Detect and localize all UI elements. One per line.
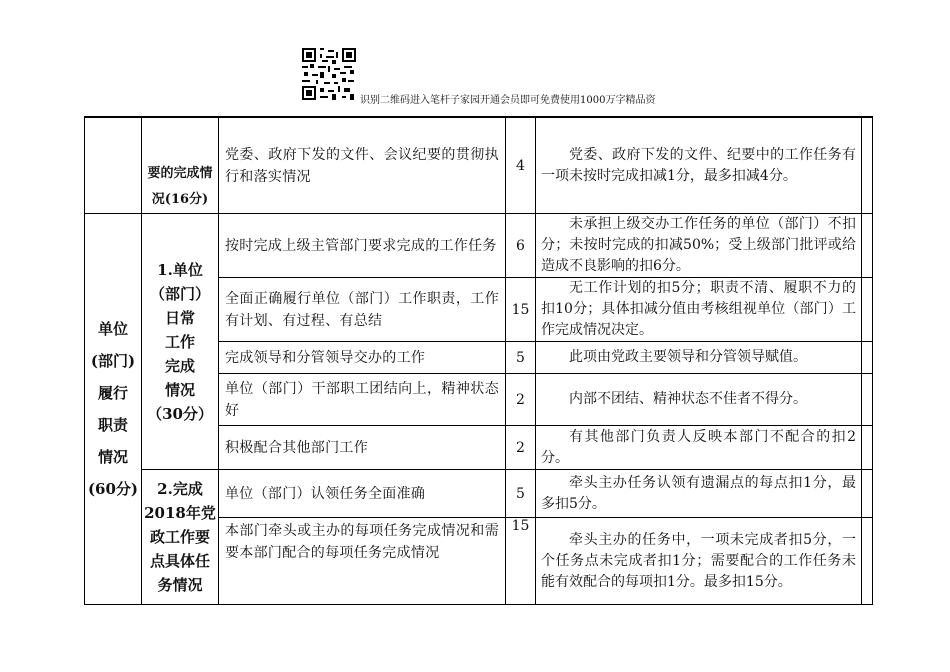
- item-cell: 本部门牵头或主办的每项任务完成情况和需要本部门配合的每项任务完成情况: [219, 518, 506, 605]
- qr-code-icon: [302, 48, 356, 100]
- score-cell: 5: [506, 470, 536, 518]
- blank-cell: [862, 118, 873, 214]
- item-cell: 完成领导和分管领导交办的工作: [219, 342, 506, 374]
- rule-text: 此项由党政主要领导和分管领导赋值。: [569, 349, 807, 365]
- rule-cell: [536, 470, 862, 518]
- subcategory-label: 要的完成情况(16分): [147, 166, 213, 207]
- group-label-line: 2.完成: [157, 480, 203, 498]
- rule-cell: [536, 278, 862, 342]
- score-cell: 4: [506, 118, 536, 214]
- blank-cell: [862, 278, 873, 342]
- section-label-line: 履行: [97, 384, 128, 402]
- group-label-line: 情况: [164, 380, 195, 399]
- item-cell: 全面正确履行单位（部门）工作职责，工作有计划、有过程、有总结: [219, 278, 506, 342]
- section-label-line: 单位: [97, 320, 128, 338]
- score-cell: 15: [506, 518, 536, 605]
- group-label-line: 务情况: [157, 576, 203, 594]
- table-row: [85, 214, 873, 278]
- item-cell: 党委、政府下发的文件、会议纪要的贯彻执行和落实情况: [219, 118, 506, 214]
- category-cell-empty: [85, 118, 142, 214]
- subcategory-cell: [142, 118, 219, 214]
- rule-text: 牵头主办的任务中，一项未完成者扣5分，一个任务点未完成者扣1分；需要配合的工作任务未能有效配合的每项扣1分。最多扣15分。: [541, 531, 856, 590]
- group-label-cell: [142, 214, 219, 470]
- group-label-line: 工作: [164, 332, 195, 351]
- group-label-line: （部门）: [149, 284, 210, 303]
- rule-cell: [536, 342, 862, 374]
- rule-text: 无工作计划的扣5分；职责不清、履职不力的扣10分；具体扣减分值由考核组视单位（部门）工作完成情况决定。: [541, 280, 856, 338]
- group-label-line: 政工作要: [149, 528, 210, 546]
- rule-cell: [536, 374, 862, 426]
- rule-cell: [536, 118, 862, 214]
- item-cell: 按时完成上级主管部门要求完成的工作任务: [219, 214, 506, 278]
- group-label-cell: [142, 470, 219, 605]
- item-cell: 单位（部门）干部职工团结向上，精神状态好: [219, 374, 506, 426]
- rule-text: 牵头主办任务认领有遗漏点的每点扣1分，最多扣5分。: [541, 474, 856, 512]
- blank-cell: [862, 518, 873, 605]
- score-cell: 15: [506, 278, 536, 342]
- blank-cell: [862, 426, 873, 470]
- rule-cell: [536, 426, 862, 470]
- table-row: [85, 118, 873, 214]
- section-label-cell: [85, 214, 142, 605]
- section-label-line: (60分): [87, 480, 139, 498]
- score-cell: 2: [506, 426, 536, 470]
- rule-text: 未承担上级交办工作任务的单位（部门）不扣分；未按时完成的扣减50%；受上级部门批评或给造成不良影响的扣6分。: [541, 216, 856, 274]
- rule-cell: [536, 518, 862, 605]
- promo-banner-text: 识别二维码进入笔杆子家园开通会员即可免费使用1000万字精品资: [360, 95, 656, 106]
- score-cell: 6: [506, 214, 536, 278]
- item-cell: 单位（部门）认领任务全面准确: [219, 470, 506, 518]
- group-label-line: 日常: [164, 308, 195, 327]
- rule-text: 党委、政府下发的文件、纪要中的工作任务有一项未按时完成扣减1分，最多扣减4分。: [541, 146, 856, 184]
- evaluation-table: [84, 117, 873, 605]
- section-label-line: (部门): [90, 352, 136, 370]
- group-label-line: 完成: [164, 356, 195, 375]
- blank-cell: [862, 342, 873, 374]
- blank-cell: [862, 374, 873, 426]
- blank-cell: [862, 470, 873, 518]
- group-label-line: 2018年党: [144, 504, 216, 522]
- rule-text: 内部不团结、精神状态不佳者不得分。: [569, 391, 807, 407]
- group-label-line: 点具体任: [149, 552, 210, 570]
- group-label-line: 1.单位: [157, 260, 203, 279]
- blank-cell: [862, 214, 873, 278]
- section-label-line: 职责: [97, 416, 128, 434]
- section-label-line: 情况: [97, 448, 128, 466]
- score-cell: 5: [506, 342, 536, 374]
- item-cell: 积极配合其他部门工作: [219, 426, 506, 470]
- score-cell: 2: [506, 374, 536, 426]
- rule-cell: [536, 214, 862, 278]
- table-row: [85, 470, 873, 518]
- rule-text: 有其他部门负责人反映本部门不配合的扣2分。: [541, 428, 856, 466]
- group-label-line: （30分）: [147, 404, 213, 423]
